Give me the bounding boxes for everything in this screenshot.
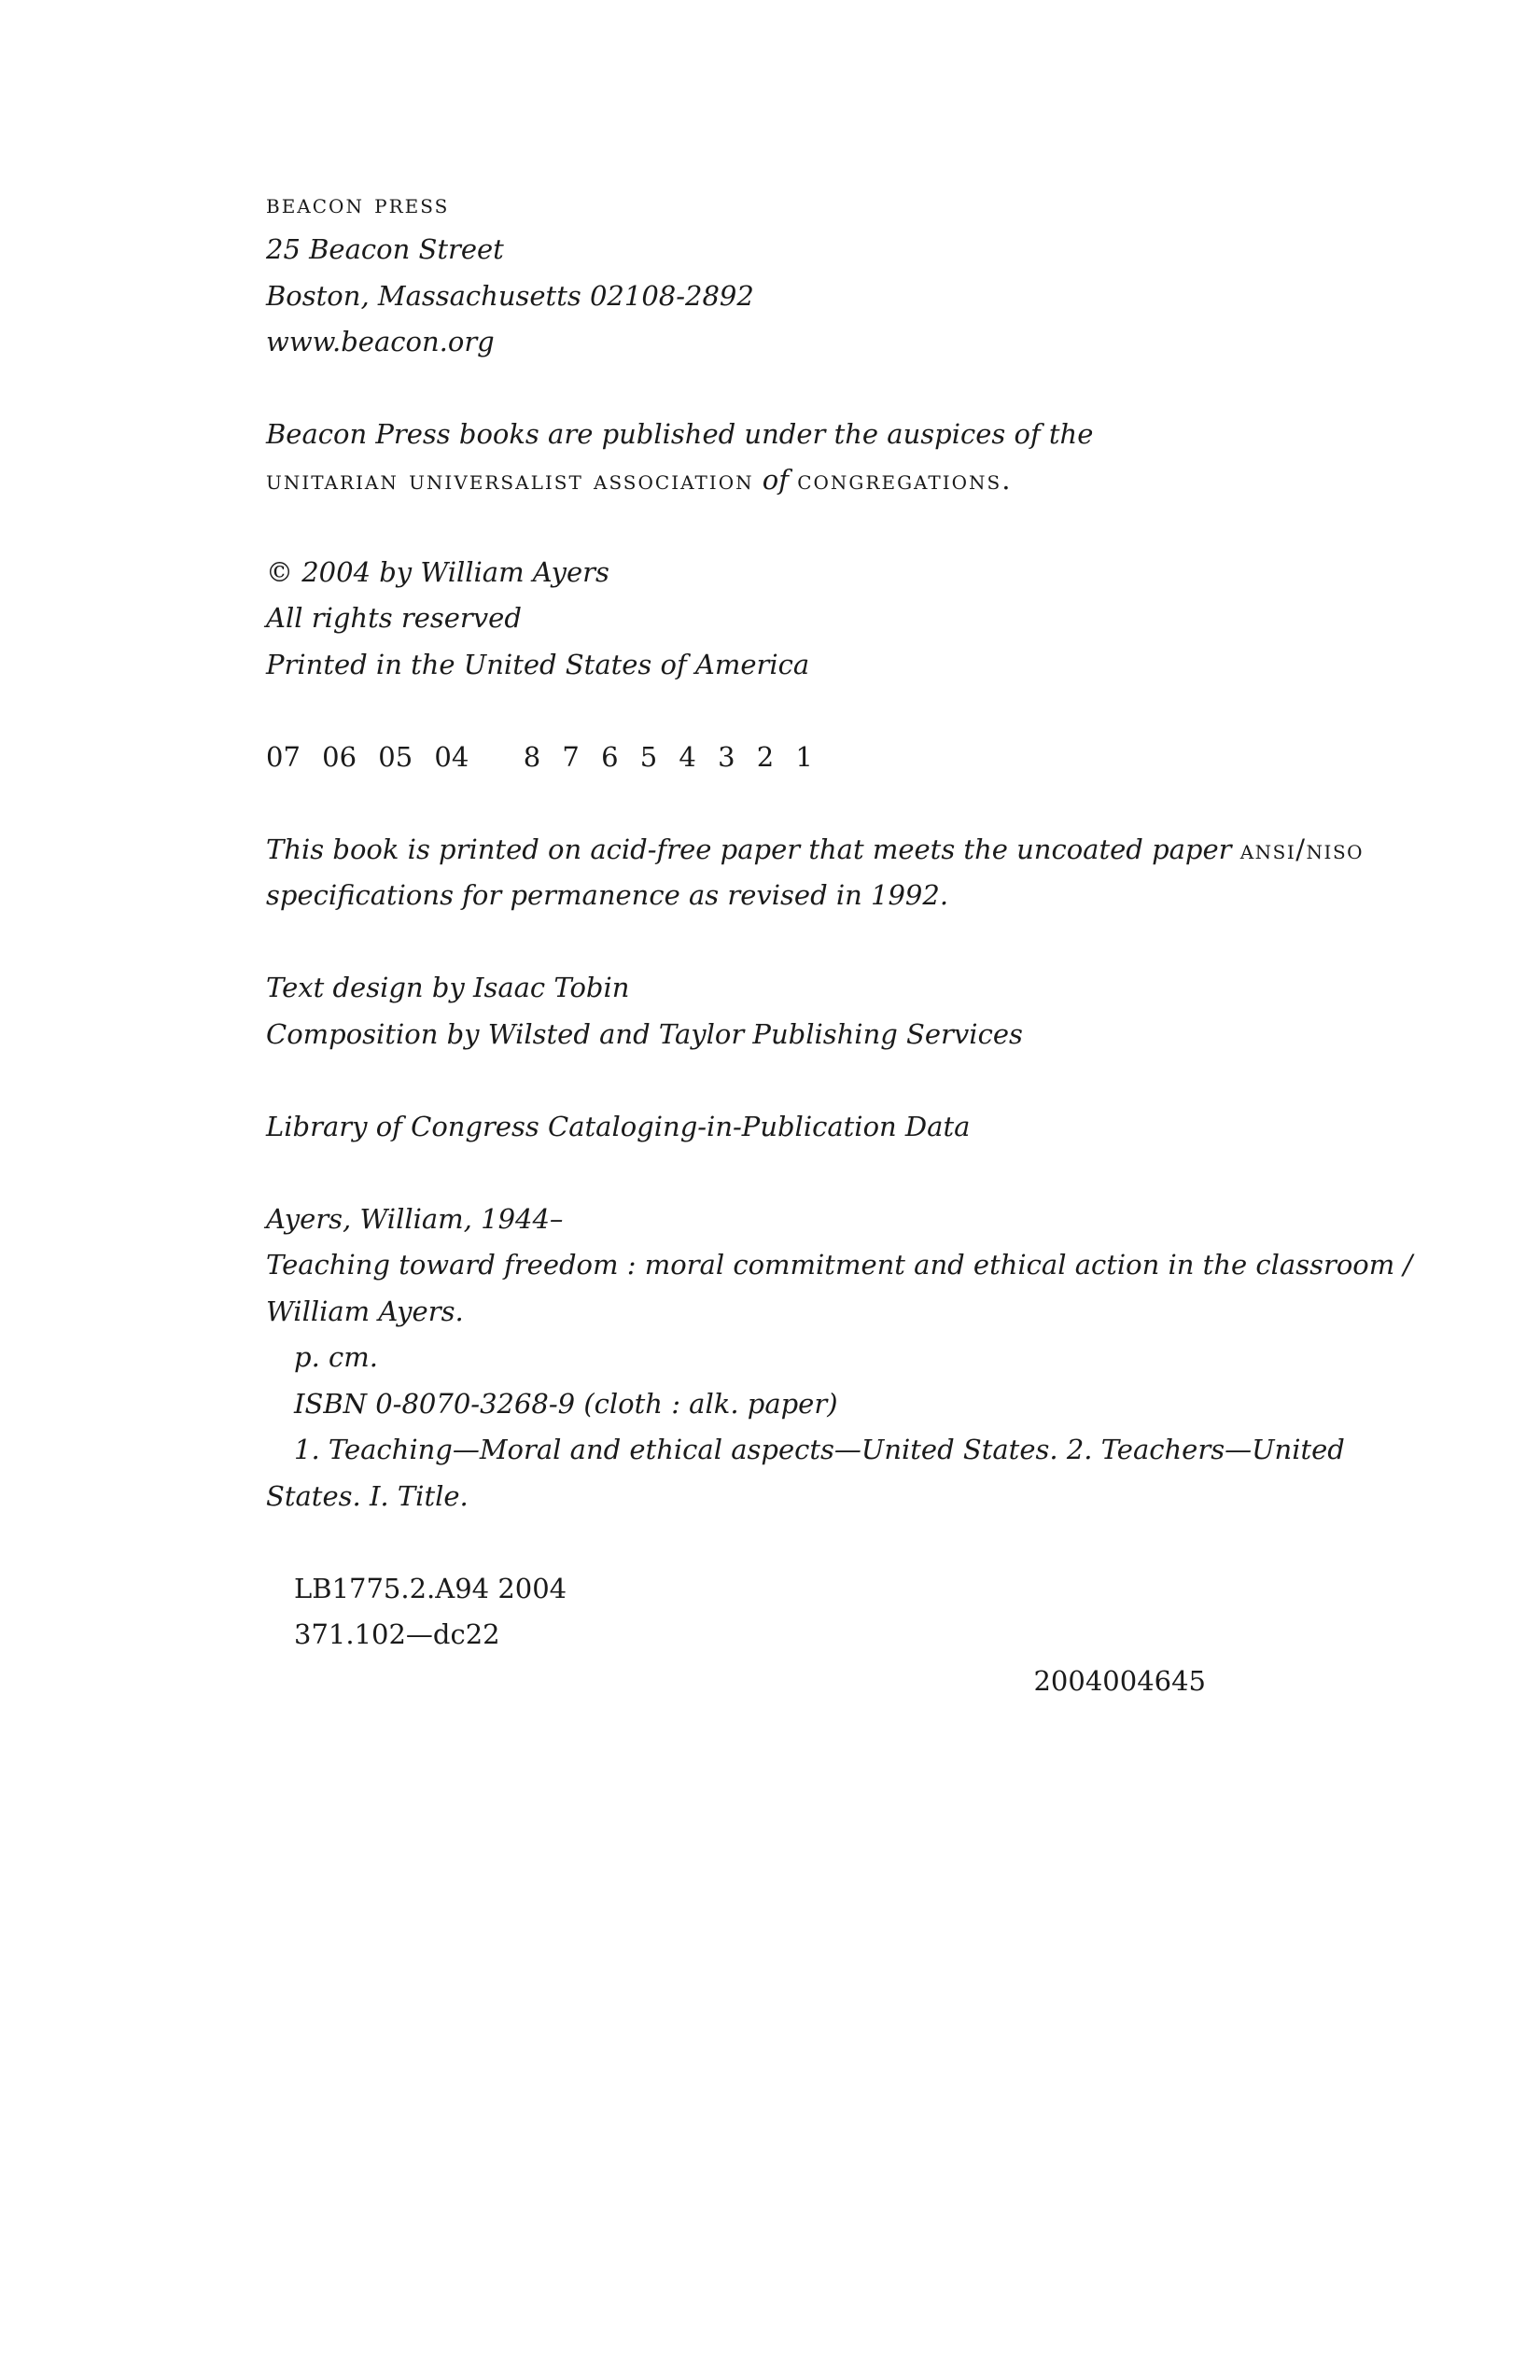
cip-title-line1: Teaching toward freedom : moral commitment and ethical action in the classroom / — [266, 1249, 1413, 1281]
impression-number: 4 — [679, 741, 696, 773]
auspices-org-of: of — [753, 464, 798, 496]
impression-year: 05 — [378, 741, 413, 773]
auspices-organization — [266, 461, 1012, 498]
paper-note-line1 — [266, 831, 1364, 868]
impression-year: 07 — [266, 741, 301, 773]
publisher-website: www.beacon.org — [266, 326, 495, 357]
cip-title-line2: William Ayers. — [266, 1295, 464, 1327]
impression-number: 8 — [523, 741, 541, 773]
impression-number: 6 — [601, 741, 619, 773]
paper-note-text: This book is printed on acid-free paper that meets the uncoated paper — [266, 833, 1240, 865]
printed-in: Printed in the United States of America — [266, 649, 810, 680]
cip-subjects-line2: States. I. Title. — [266, 1480, 469, 1512]
auspices-org-part2: congregations. — [797, 464, 1013, 496]
impression-number: 3 — [718, 741, 735, 773]
publisher-name: beacon press — [266, 188, 450, 219]
rights-reserved: All rights reserved — [266, 602, 522, 634]
impression-line — [266, 738, 826, 776]
cip-heading: Library of Congress Cataloging-in-Publication Data — [266, 1111, 971, 1142]
cip-isbn: ISBN 0-8070-3268-9 (cloth : alk. paper) — [294, 1388, 838, 1420]
cip-subjects-line1: 1. Teaching—Moral and ethical aspects—United States. 2. Teachers—United — [294, 1434, 1345, 1465]
impression-number: 5 — [639, 741, 658, 773]
copyright-notice: © 2004 by William Ayers — [266, 556, 609, 588]
publisher-city: Boston, Massachusetts 02108-2892 — [266, 280, 754, 312]
impression-number: 2 — [756, 741, 775, 773]
cip-lccn: 2004004645 — [1033, 1665, 1206, 1697]
design-credit: Text design by Isaac Tobin — [266, 972, 630, 1003]
paper-standard: ansi/niso — [1239, 833, 1365, 865]
paper-note-line2: specifications for permanence as revised in 1992. — [266, 879, 949, 911]
impression-year: 04 — [434, 741, 469, 773]
cip-dewey: 371.102—dc22 — [294, 1618, 500, 1650]
cip-author: Ayers, William, 1944– — [266, 1203, 564, 1235]
cip-pages: p. cm. — [294, 1341, 378, 1373]
impression-number: 7 — [562, 741, 580, 773]
publisher-street: 25 Beacon Street — [266, 233, 504, 265]
impression-number: 1 — [795, 741, 813, 773]
auspices-org-part1: unitarian universalist association — [266, 464, 754, 496]
impression-year: 06 — [322, 741, 357, 773]
cip-lc-class: LB1775.2.A94 2004 — [294, 1573, 567, 1604]
composition-credit: Composition by Wilsted and Taylor Publishing Services — [266, 1018, 1023, 1050]
auspices-line: Beacon Press books are published under the auspices of the — [266, 418, 1094, 450]
